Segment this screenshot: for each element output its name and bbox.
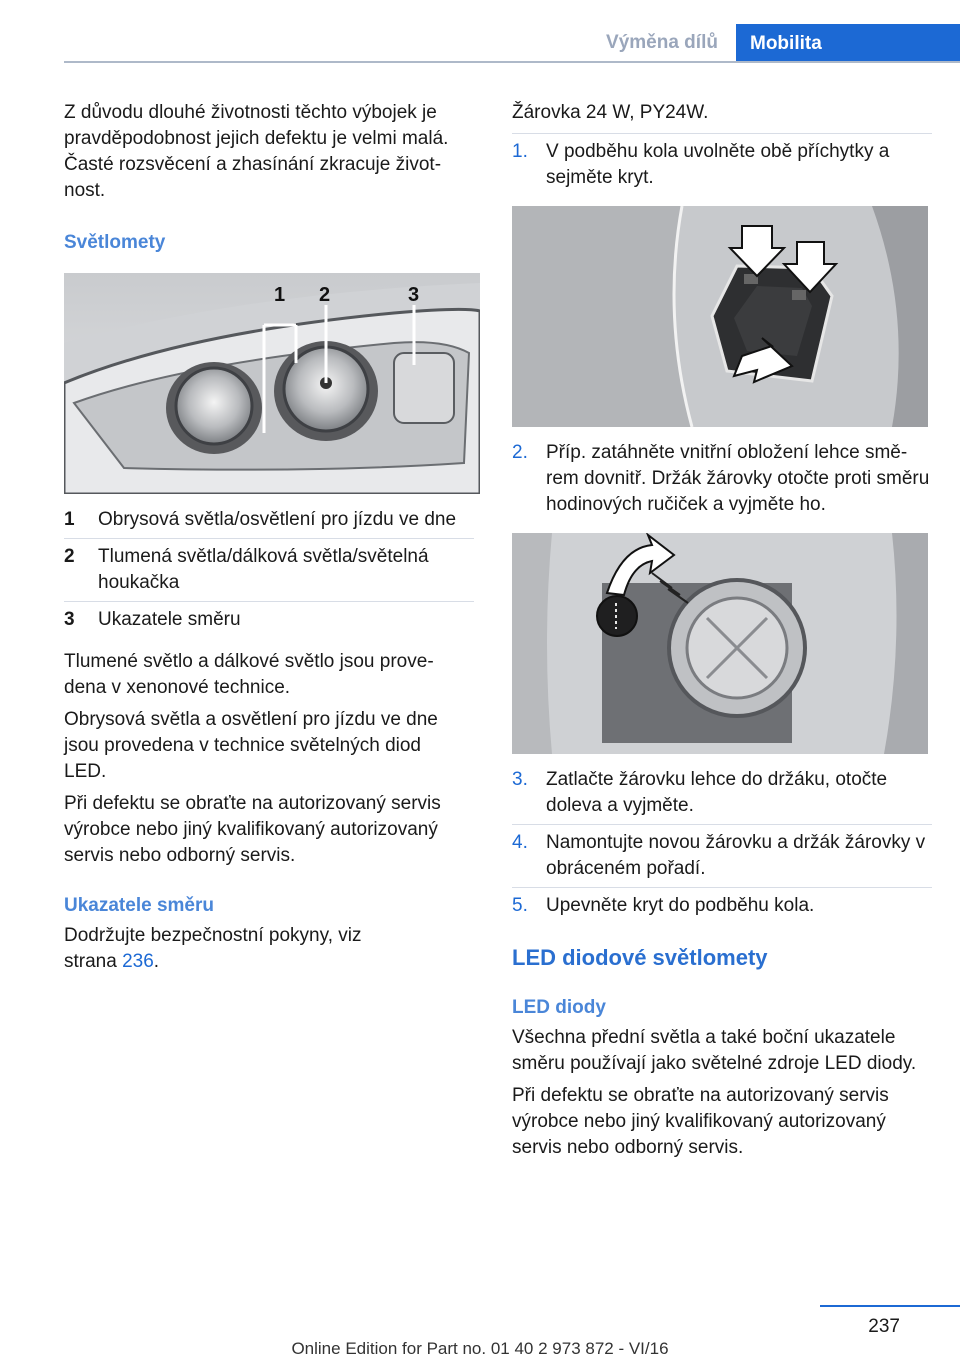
- step-item: [512, 824, 932, 882]
- legend-text: Tlumená světla/dálková světla/světelná houkačka: [98, 546, 429, 593]
- turn-paragraph: [64, 923, 384, 975]
- header-section-tab[interactable]: Výměna dílů: [606, 31, 718, 53]
- legend-number: 3: [64, 609, 75, 630]
- heading-turn-signals: Ukazatele směru: [64, 895, 214, 916]
- step-item: [512, 767, 932, 819]
- step-text: Příp. zatáhněte vnitřní obložení lehce směrem dovnitř. Držák žárovky otočte proti směru hodinových ručiček a vyjměte ho.: [546, 442, 930, 515]
- left-column: [64, 100, 482, 975]
- step-number: 2.: [512, 442, 528, 463]
- step-number: 4.: [512, 832, 528, 853]
- footer-rule: [820, 1305, 960, 1307]
- legend-number: 1: [64, 509, 75, 530]
- callout-3: 3: [408, 284, 420, 306]
- steps-list: [512, 767, 932, 919]
- header-chapter-tab[interactable]: Mobilita: [736, 24, 960, 63]
- page-number: 237: [868, 1316, 900, 1337]
- step-item: [512, 887, 932, 919]
- callout-2: 2: [319, 284, 331, 306]
- bulb-spec: Žárovka 24 W, PY24W.: [512, 102, 709, 123]
- legend-text: Ukazatele směru: [98, 609, 241, 630]
- legend-item: [64, 507, 474, 533]
- led-all-paragraph: Všechna přední světla a také boční ukazatele směru používají jako světelné zdroje LED diody.: [512, 1027, 917, 1074]
- service-paragraph: Při defektu se obraťte na autorizovaný servis výrobce nebo jiný kvalifikovaný autorizovaný servis nebo odborný servis.: [64, 793, 441, 866]
- step-text: Namontujte novou žárovku a držák žárovky v obráceném pořadí.: [546, 832, 926, 879]
- step-item: [512, 440, 932, 518]
- header-rule: [64, 61, 960, 63]
- step-number: 5.: [512, 895, 528, 916]
- callout-1: 1: [274, 284, 286, 306]
- step-text: V podběhu kola uvolněte obě příchytky a sejměte kryt.: [546, 141, 890, 188]
- page-link-236[interactable]: 236: [122, 951, 154, 972]
- right-column: [512, 100, 932, 1161]
- legend-item: [64, 601, 474, 633]
- heading-led-headlights: LED diodové světlomety: [512, 945, 768, 970]
- heading-led-diodes: LED diody: [512, 997, 606, 1018]
- led-paragraph: Obrysová světla a osvětlení pro jízdu ve dne jsou provedena v technice světelných diod LED.: [64, 709, 438, 782]
- led-service-paragraph: Při defektu se obraťte na autorizovaný servis výrobce nebo jiný kvalifikovaný autorizovaný servis nebo odborný servis.: [512, 1085, 889, 1158]
- step-item: [512, 133, 932, 191]
- step-number: 3.: [512, 769, 528, 790]
- legend-list: [64, 507, 474, 633]
- turn-end: .: [153, 951, 160, 972]
- bulb-holder-figure: [512, 533, 928, 754]
- legend-number: 2: [64, 546, 75, 567]
- turn-text: Dodržujte bezpečnostní pokyny, viz strana: [64, 925, 362, 972]
- xenon-paragraph: Tlumené světlo a dálkové světlo jsou provedena v xenonové technice.: [64, 651, 434, 698]
- step-number: 1.: [512, 141, 528, 162]
- headlight-illustration: [64, 273, 480, 494]
- bulb-holder-illustration: [512, 533, 928, 754]
- edition-note: Online Edition for Part no. 01 40 2 973 872 - VI/16: [291, 1339, 669, 1358]
- step-text: Zatlačte žárovku lehce do držáku, otočte doleva a vyjměte.: [546, 769, 888, 816]
- heading-headlights: Světlomety: [64, 232, 166, 253]
- legend-item: [64, 538, 474, 596]
- headlight-figure: [64, 273, 480, 494]
- legend-text: Obrysová světla/osvětlení pro jízdu ve dne: [98, 509, 457, 530]
- wheel-arch-illustration: [512, 206, 928, 427]
- wheel-arch-figure: [512, 206, 928, 427]
- intro-paragraph: Z důvodu dlouhé životnosti těchto výbojek je pravděpodobnost jejich defektu je velmi malá. Časté rozsvěcení a zhasínání zkracuje životnost.: [64, 102, 449, 201]
- step-text: Upevněte kryt do podběhu kola.: [546, 895, 815, 916]
